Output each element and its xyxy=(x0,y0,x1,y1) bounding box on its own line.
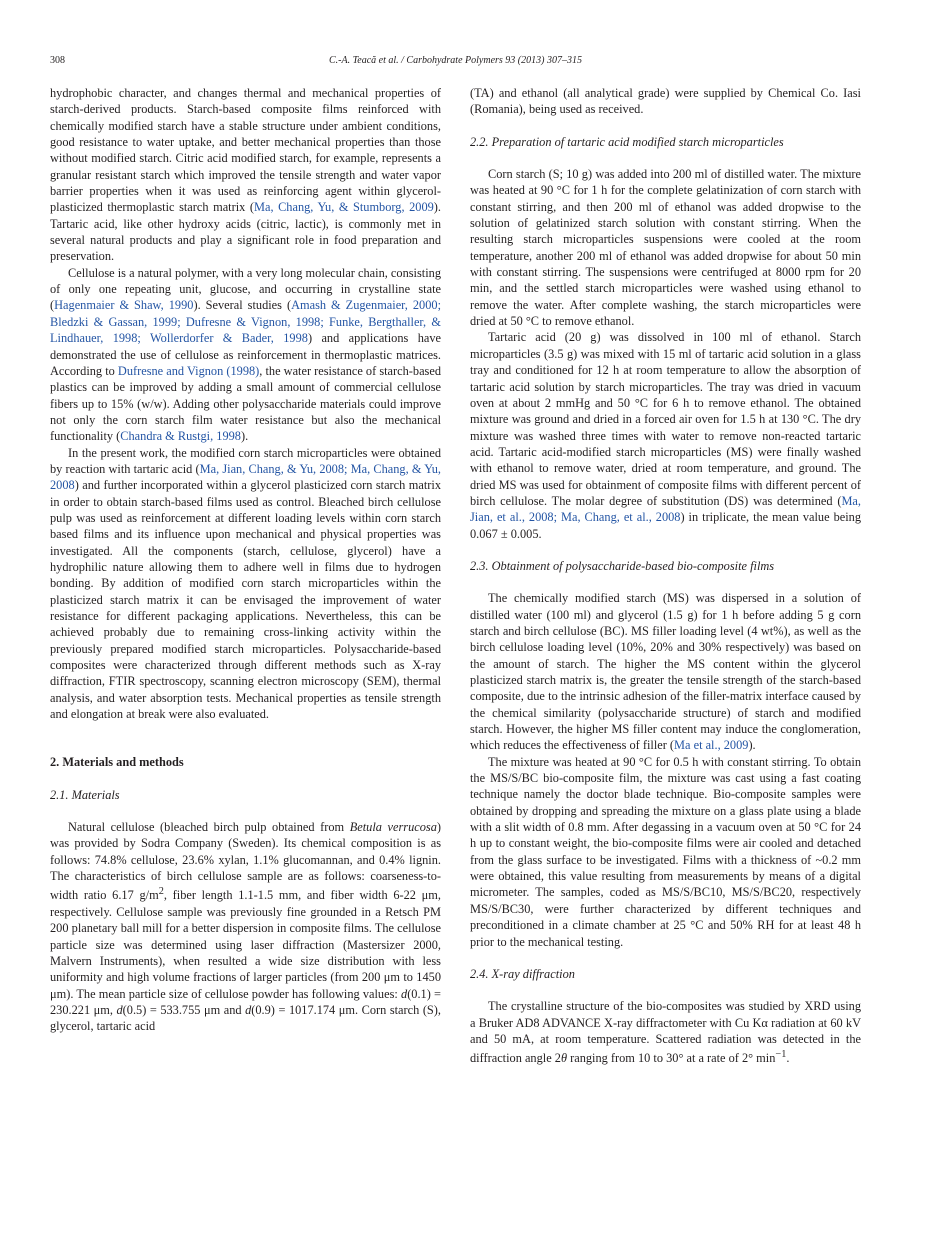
paragraph: The crystalline structure of the bio-composites was studied by XRD using a Bruker AD8 ADVANCE X-ray diffractometer with Cu Kα radiation at 60 kV and 50 mA, at room temperature. Scattered radiation was detected in the diffraction angle 2θ ranging from 10 to 30° at a rate of 2° $\min^{-1}$. xyxy=(470,999,861,1066)
citation-link[interactable]: Chandra & Rustgi, 1998 xyxy=(120,429,241,444)
paragraph: The mixture was heated at 90 °C for 0.5 h with constant stirring. To obtain the MS/S/BC bio-composite film, the mixture was cast using a fast coating technique namely the doctor blade technique. Bio-composite samples were obtained by dropping and spreading the mixture on a glass plate using a blade with a slit width of 0.8 mm. After degassing in a vacuum oven at 50 °C for 24 h up to constant weight, the bio-composite films were air cooled and detached from the glass surface to be investigated. Films with a thickness of ~0.2 mm were obtained, this value resulting from measurements by means of a digital micrometer. The samples, coded as MS/S/BC10, MS/S/BC20, respectively MS/S/BC30, were further characterized by different techniques and preconditioned in a climate chamber at 25 °C and 50% RH for at least 48 h prior to the mechanical testing. xyxy=(470,754,861,949)
paragraph: The chemically modified starch (MS) was dispersed in a solution of distilled water (100 ml) and glycerol (1.5 g) for 1 h before adding 5 g corn starch and birch cellulose (BC). MS filler loading level (4 wt%), as well as the birch cellulose loading level (10%, 20% and 30% respectively) was based on the amount of starch. The higher the MS content within the glycerol plasticized starch matrix is, the greater the tensile strength of the starch-based composite, due to the intrinsic adhesion of the filler-matrix interface caused by the chemical similarity (polysaccharide structure) of starch and modified starch. However, the higher MS filler content may induce the conglomeration, which reduces the effectiveness of filler (Ma et al., 2009). xyxy=(470,591,861,753)
paragraph: Natural cellulose (bleached birch pulp obtained from Betula verrucosa) was provided by Sodra Company (Sweden). Its chemical composition is as follows: 74.8% cellulose, 23.6% xylan, 1.1% glucomannan, and 0.4% lignin. The characteristics of birch cellulose sample are as follows: coarseness-to-width ratio 6.17 $g/m^2$, fiber length 1.1-1.5 mm, and fiber width 6-22 μm, respectively. Cellulose sample was previously fine grounded in a Retsch PM 200 planetary ball mill for a better dispersion in composite films. The cellulose particle size was determined using laser diffraction (Mastersizer 2000, Malvern Instruments), when resulted a wide size distribution with less uniformity and high volume fractions of larger particles (from 200 μm to 1450 μm). The mean particle size of cellulose powder has following values: d(0.1) = 230.221 μm, d(0.5) = 533.755 μm and d(0.9) = 1017.174 μm. Corn starch (S), glycerol, tartaric acid xyxy=(50,820,442,1034)
citation-link[interactable]: Ma, Jian, Chang, & Yu, 2008; Ma, Chang, & Yu, 2008 xyxy=(50,461,441,493)
left-column xyxy=(50,85,441,1035)
subsection-heading: 2.3. Obtainment of polysaccharide-based bio-composite films xyxy=(470,558,775,573)
paragraph: (TA) and ethanol (all analytical grade) were supplied by Chemical Co. Iasi (Romania), being used as received. xyxy=(470,86,861,117)
section-heading: 2. Materials and methods xyxy=(50,755,184,770)
citation-link[interactable]: Ma et al., 2009 xyxy=(674,738,749,753)
paragraph: Tartaric acid (20 g) was dissolved in 100 ml of ethanol. Starch microparticles (3.5 g) was mixed with 15 ml of tartaric acid solution in a glass tray and conditioned for 12 h at room temperature to allow the absorption of tartaric acid solution by starch microparticles. The tray was dried in vacuum oven at about 2 mmHg and 50 °C for 6 h to remove ethanol. The obtained mixture was ground and dried in a forced air oven for 1.5 h at 130 °C. The dry mixture was washed three times with water to remove non-reacted tartaric acid. Tartaric acid-modified starch microparticles (MS) were finally washed with ethanol to remove water, dried at room temperature, and ground. The dried MS was used for obtainment of composite films with different percent of birch cellulose. The molar degree of substitution (DS) was determined (Ma, Jian, et al., 2008; Ma, Chang, et al., 2008) in triplicate, the mean value being 0.067 ± 0.005. xyxy=(470,330,861,541)
citation-link[interactable]: Amash & Zugenmaier, 2000; Bledzki & Gassan, 1999; Dufresne & Vignon, 1998; Funke, Bergthaller, & Lindhauer, 1998; Wollerdorfer & Bader, 1998 xyxy=(50,298,441,346)
paragraph: In the present work, the modified corn starch microparticles were obtained by reaction with tartaric acid (Ma, Jian, Chang, & Yu, 2008; Ma, Chang, & Yu, 2008) and further incorporated within a glycerol plasticized corn starch matrix in order to obtain starch-based films used as control. Bleached birch cellulose pulp was used as reinforcement at different loading levels within corn starch based films and its influence upon mechanical and physical properties was investigated. All the components (starch, cellulose, glycerol) have a hydrophilic nature allowing them to adhere well in films due to hydrogen bonding. By addition of modified corn starch microparticles within the plasticized starch matrix it can be envisaged the improvement of water resistance for different packaging applications. Nevertheless, this can be achieved probably due to remaining cross-linking activity within the previously prepared modified starch microparticles. Polysaccharide-based composites were characterized through different methods such as X-ray diffraction, FTIR spectroscopy, scanning electron microscopy (SEM), thermal analysis, and water absorption tests. Mechanical properties as tensile strength and elongation at break were also evaluated. xyxy=(50,445,441,722)
running-header xyxy=(50,55,861,71)
citation-link[interactable]: Dufresne and Vignon (1998) xyxy=(117,363,260,378)
citation-link[interactable]: Ma, Chang, Yu, & Stumborg, 2009 xyxy=(253,200,434,215)
paragraph: hydrophobic character, and changes thermal and mechanical properties of starch-derived products. Starch-based composite films reinforced with chemically modified starch have a stable structure under ambient conditions, good resistance to water uptake, and better mechanical properties than those without modified starch. Citric acid modified starch, for example, represents a granular resistant starch which improved the tensile strength and water vapor barrier properties when it was used as reinforcing agent within glycerol-plasticized thermoplastic starch matrix (Ma, Chang, Yu, & Stumborg, 2009). Tartaric acid, like other hydroxy acids (citric, lactic), is commonly met in several natural products and play a significant role in food preparation and preservation. xyxy=(50,86,441,264)
citation-link[interactable]: Hagenmaier & Shaw, 1990 xyxy=(54,298,194,313)
subsection-heading: 2.2. Preparation of tartaric acid modified starch microparticles xyxy=(470,134,784,149)
paragraph: Cellulose is a natural polymer, with a very long molecular chain, consisting of only one repeating unit, glucose, and occurring in crystalline state (Hagenmaier & Shaw, 1990). Several studies (Amash & Zugenmaier, 2000; Bledzki & Gassan, 1999; Dufresne & Vignon, 1998; Funke, Bergthaller, & Lindhauer, 1998; Wollerdorfer & Bader, 1998) and applications have demonstrated the use of cellulose as reinforcement in thermoplastic matrices. According to Dufresne and Vignon (1998), the water resistance of starch-based plastics can be improved by adding a small amount of commercial cellulose fibers up to 15% (w/w). Adding other polysaccharide materials could improve not only the corn starch film water resistance but also the mechanical functionality (Chandra & Rustgi, 1998). xyxy=(50,265,442,444)
page-number: 308 xyxy=(50,55,65,66)
right-column xyxy=(470,85,861,1067)
subsection-heading: 2.1. Materials xyxy=(50,787,120,802)
running-title: C.-A. Teacă et al. / Carbohydrate Polymers 93 (2013) 307–315 xyxy=(329,55,582,66)
citation-link[interactable]: Ma, Jian, et al., 2008; Ma, Chang, et al., 2008 xyxy=(470,493,861,525)
paragraph: Corn starch (S; 10 g) was added into 200 ml of distilled water. The mixture was heated at 90 °C for 1 h for the complete gelatinization of corn starch with constant stirring, and then 200 ml of ethanol was added dropwise to the solution of gelatinized starch solution with constant stirring. When the resulting starch microparticles suspensions were cooled at the room temperature, another 200 ml of ethanol was added dropwise for about 50 min with constant stirring. The suspensions were centrifuged at 8000 rpm for 20 min, and the settled starch microparticles were washed using ethanol to remove the water. After complete washing, the starch microparticles were dried at 50 °C to remove ethanol. xyxy=(470,167,861,329)
subsection-heading: 2.4. X-ray diffraction xyxy=(470,966,575,981)
